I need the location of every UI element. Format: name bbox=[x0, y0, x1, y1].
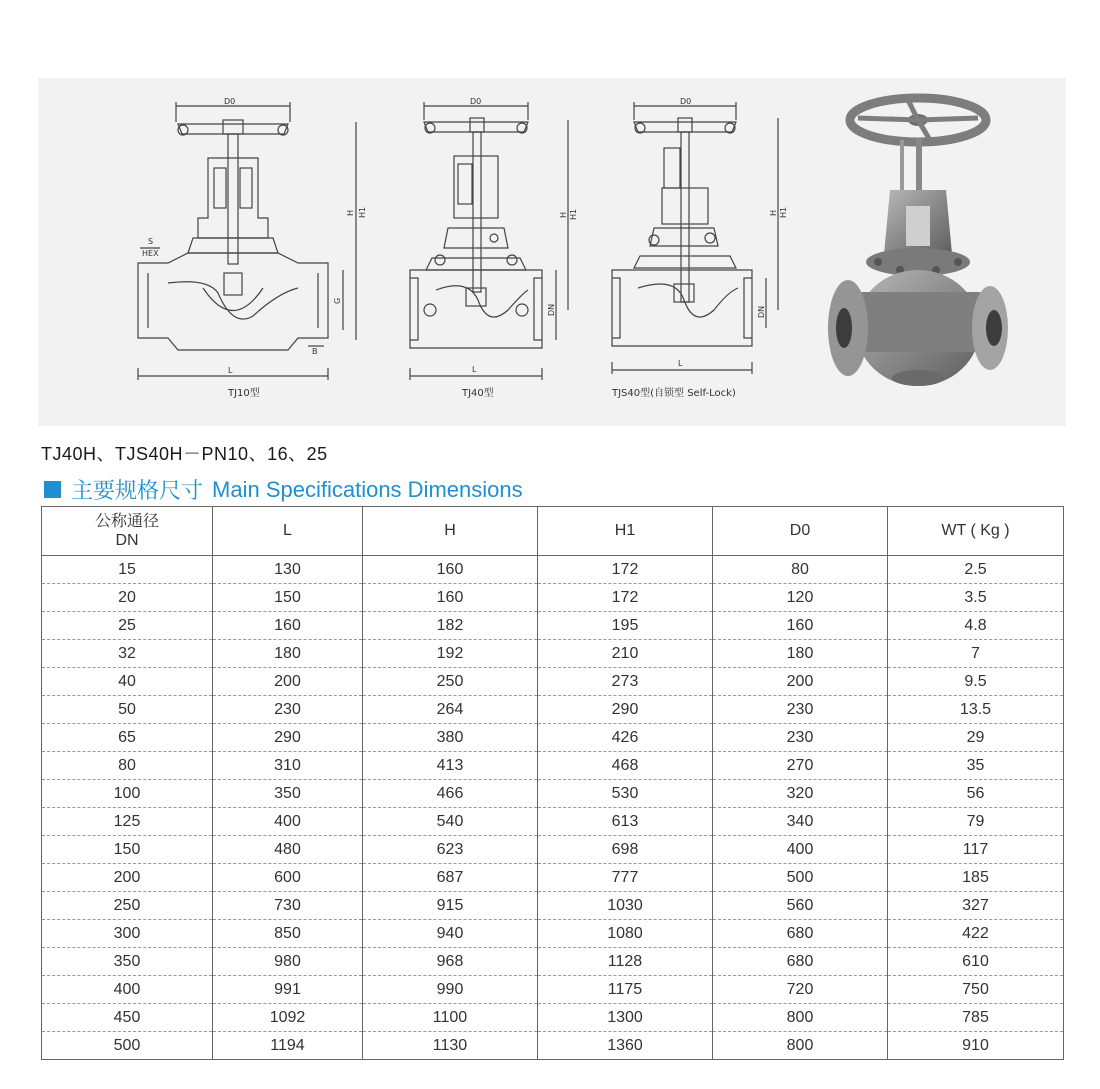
cell-d0: 160 bbox=[713, 612, 888, 640]
cell-h: 968 bbox=[363, 948, 538, 976]
cell-h: 1130 bbox=[363, 1032, 538, 1060]
heading-en: Main Specifications Dimensions bbox=[212, 476, 523, 502]
table-row bbox=[42, 724, 1064, 752]
table-row bbox=[42, 948, 1064, 976]
cell-l: 150 bbox=[213, 584, 363, 612]
tjs40-l-label: L bbox=[678, 359, 683, 368]
cell-wt: 910 bbox=[888, 1032, 1064, 1060]
cell-wt: 2.5 bbox=[888, 556, 1064, 584]
table-row bbox=[42, 584, 1064, 612]
cell-d0: 320 bbox=[713, 780, 888, 808]
cell-l: 1092 bbox=[213, 1004, 363, 1032]
cell-l: 350 bbox=[213, 780, 363, 808]
cell-dn: 125 bbox=[42, 808, 213, 836]
cell-l: 980 bbox=[213, 948, 363, 976]
table-header-row bbox=[42, 507, 1064, 556]
cell-l: 200 bbox=[213, 668, 363, 696]
tj10-drawing bbox=[138, 102, 356, 380]
cell-h1: 530 bbox=[538, 780, 713, 808]
cell-dn: 200 bbox=[42, 864, 213, 892]
table-row bbox=[42, 640, 1064, 668]
cell-dn: 150 bbox=[42, 836, 213, 864]
cell-h: 623 bbox=[363, 836, 538, 864]
table-row bbox=[42, 556, 1064, 584]
cell-wt: 13.5 bbox=[888, 696, 1064, 724]
cell-d0: 270 bbox=[713, 752, 888, 780]
cell-dn: 32 bbox=[42, 640, 213, 668]
cell-dn: 250 bbox=[42, 892, 213, 920]
cell-h: 915 bbox=[363, 892, 538, 920]
section-heading bbox=[44, 474, 523, 505]
table-row bbox=[42, 892, 1064, 920]
table-row bbox=[42, 780, 1064, 808]
tj40-l-label: L bbox=[472, 365, 477, 374]
specifications-table bbox=[41, 506, 1064, 1060]
heading-square-icon bbox=[44, 481, 61, 498]
tj10-g-label: G bbox=[333, 297, 342, 304]
table-row bbox=[42, 696, 1064, 724]
cell-h1: 1128 bbox=[538, 948, 713, 976]
cell-l: 230 bbox=[213, 696, 363, 724]
cell-l: 991 bbox=[213, 976, 363, 1004]
cell-h1: 290 bbox=[538, 696, 713, 724]
cell-dn: 40 bbox=[42, 668, 213, 696]
cell-d0: 800 bbox=[713, 1004, 888, 1032]
cell-wt: 3.5 bbox=[888, 584, 1064, 612]
cell-d0: 180 bbox=[713, 640, 888, 668]
cell-l: 850 bbox=[213, 920, 363, 948]
cell-wt: 117 bbox=[888, 836, 1064, 864]
tjs40-h1-label: H1 bbox=[779, 206, 788, 218]
cell-wt: 7 bbox=[888, 640, 1064, 668]
cell-l: 1194 bbox=[213, 1032, 363, 1060]
tj40-h1-label: H1 bbox=[569, 208, 578, 220]
heading-cn: 主要规格尺寸 bbox=[71, 478, 204, 503]
cell-wt: 79 bbox=[888, 808, 1064, 836]
cell-wt: 610 bbox=[888, 948, 1064, 976]
cell-dn: 350 bbox=[42, 948, 213, 976]
header-d0: D0 bbox=[713, 507, 888, 556]
cell-h1: 195 bbox=[538, 612, 713, 640]
cell-d0: 500 bbox=[713, 864, 888, 892]
tj40-drawing bbox=[410, 102, 568, 380]
tjs40-d0-label: D0 bbox=[680, 97, 692, 106]
cell-h1: 1300 bbox=[538, 1004, 713, 1032]
cell-d0: 80 bbox=[713, 556, 888, 584]
tjs40-caption: TJS40型(自锁型 Self-Lock) bbox=[612, 388, 736, 399]
tj40-d0-label: D0 bbox=[470, 97, 482, 106]
cell-h: 687 bbox=[363, 864, 538, 892]
cell-dn: 20 bbox=[42, 584, 213, 612]
header-h: H bbox=[363, 507, 538, 556]
cell-h: 466 bbox=[363, 780, 538, 808]
tj10-d0-label: D0 bbox=[224, 97, 236, 106]
header-l: L bbox=[213, 507, 363, 556]
cell-h1: 273 bbox=[538, 668, 713, 696]
header-dn-cn: 公称通径 bbox=[94, 513, 159, 530]
cell-h: 990 bbox=[363, 976, 538, 1004]
cell-h1: 613 bbox=[538, 808, 713, 836]
cell-dn: 450 bbox=[42, 1004, 213, 1032]
cell-h1: 172 bbox=[538, 584, 713, 612]
table-row bbox=[42, 808, 1064, 836]
cell-wt: 185 bbox=[888, 864, 1064, 892]
cell-l: 480 bbox=[213, 836, 363, 864]
cell-h: 250 bbox=[363, 668, 538, 696]
valve-drawings-panel bbox=[38, 78, 1066, 426]
cell-l: 160 bbox=[213, 612, 363, 640]
cell-dn: 300 bbox=[42, 920, 213, 948]
cell-h1: 1080 bbox=[538, 920, 713, 948]
tj10-l-label: L bbox=[228, 366, 233, 375]
cell-wt: 35 bbox=[888, 752, 1064, 780]
cell-d0: 800 bbox=[713, 1032, 888, 1060]
tj40-h-label: H bbox=[559, 211, 568, 218]
cell-wt: 422 bbox=[888, 920, 1064, 948]
cell-dn: 15 bbox=[42, 556, 213, 584]
cell-h: 940 bbox=[363, 920, 538, 948]
tj40-dn-label: DN bbox=[547, 303, 556, 316]
tj10-h1-label: H1 bbox=[358, 206, 367, 218]
cell-dn: 80 bbox=[42, 752, 213, 780]
cell-h: 182 bbox=[363, 612, 538, 640]
cell-d0: 560 bbox=[713, 892, 888, 920]
table-row bbox=[42, 836, 1064, 864]
cell-h1: 172 bbox=[538, 556, 713, 584]
tjs40-h-label: H bbox=[769, 209, 778, 216]
cell-h1: 1030 bbox=[538, 892, 713, 920]
header-h1: H1 bbox=[538, 507, 713, 556]
table-row bbox=[42, 668, 1064, 696]
cell-h: 413 bbox=[363, 752, 538, 780]
table-row bbox=[42, 976, 1064, 1004]
cell-l: 400 bbox=[213, 808, 363, 836]
cell-h: 160 bbox=[363, 556, 538, 584]
cell-h: 1100 bbox=[363, 1004, 538, 1032]
tjs40-dn-label: DN bbox=[757, 305, 766, 318]
tj10-b-label: B bbox=[312, 347, 318, 356]
cell-wt: 750 bbox=[888, 976, 1064, 1004]
cell-d0: 120 bbox=[713, 584, 888, 612]
cell-h: 160 bbox=[363, 584, 538, 612]
cell-dn: 500 bbox=[42, 1032, 213, 1060]
header-dn-en: DN bbox=[115, 532, 139, 549]
cell-dn: 25 bbox=[42, 612, 213, 640]
table-row bbox=[42, 752, 1064, 780]
cell-l: 130 bbox=[213, 556, 363, 584]
cell-wt: 29 bbox=[888, 724, 1064, 752]
cell-h1: 1175 bbox=[538, 976, 713, 1004]
cell-d0: 340 bbox=[713, 808, 888, 836]
header-wt: WT ( Kg ) bbox=[888, 507, 1064, 556]
cell-h: 264 bbox=[363, 696, 538, 724]
tj10-caption: TJ10型 bbox=[228, 388, 260, 399]
tj10-hex-label: HEX bbox=[142, 249, 159, 258]
cell-h1: 210 bbox=[538, 640, 713, 668]
product-subtitle: TJ40H、TJS40H－PN10、16、25 bbox=[41, 444, 328, 464]
cell-h1: 1360 bbox=[538, 1032, 713, 1060]
cell-dn: 50 bbox=[42, 696, 213, 724]
tj40-caption: TJ40型 bbox=[462, 388, 494, 399]
header-dn bbox=[42, 507, 213, 556]
cell-l: 730 bbox=[213, 892, 363, 920]
cell-h1: 698 bbox=[538, 836, 713, 864]
cell-h: 192 bbox=[363, 640, 538, 668]
table-row bbox=[42, 1032, 1064, 1060]
cell-l: 290 bbox=[213, 724, 363, 752]
cell-dn: 100 bbox=[42, 780, 213, 808]
cell-d0: 200 bbox=[713, 668, 888, 696]
cell-l: 600 bbox=[213, 864, 363, 892]
cell-h1: 777 bbox=[538, 864, 713, 892]
table-row bbox=[42, 612, 1064, 640]
tj10-s-label: S bbox=[148, 237, 154, 246]
cell-d0: 400 bbox=[713, 836, 888, 864]
cell-d0: 680 bbox=[713, 920, 888, 948]
table-row bbox=[42, 864, 1064, 892]
cell-wt: 9.5 bbox=[888, 668, 1064, 696]
table-row bbox=[42, 1004, 1064, 1032]
cell-d0: 720 bbox=[713, 976, 888, 1004]
cell-d0: 680 bbox=[713, 948, 888, 976]
cell-l: 180 bbox=[213, 640, 363, 668]
cell-d0: 230 bbox=[713, 724, 888, 752]
cell-dn: 65 bbox=[42, 724, 213, 752]
table-body bbox=[42, 556, 1064, 1060]
cell-h: 540 bbox=[363, 808, 538, 836]
cell-wt: 327 bbox=[888, 892, 1064, 920]
cell-h: 380 bbox=[363, 724, 538, 752]
cell-wt: 56 bbox=[888, 780, 1064, 808]
table-row bbox=[42, 920, 1064, 948]
valve-drawings bbox=[38, 78, 1066, 426]
tj10-h-label: H bbox=[346, 209, 355, 216]
cell-wt: 785 bbox=[888, 1004, 1064, 1032]
cell-d0: 230 bbox=[713, 696, 888, 724]
cell-dn: 400 bbox=[42, 976, 213, 1004]
cell-l: 310 bbox=[213, 752, 363, 780]
tjs40-drawing bbox=[612, 102, 778, 374]
cell-h1: 468 bbox=[538, 752, 713, 780]
valve-photo bbox=[828, 98, 1008, 386]
cell-wt: 4.8 bbox=[888, 612, 1064, 640]
cell-h1: 426 bbox=[538, 724, 713, 752]
